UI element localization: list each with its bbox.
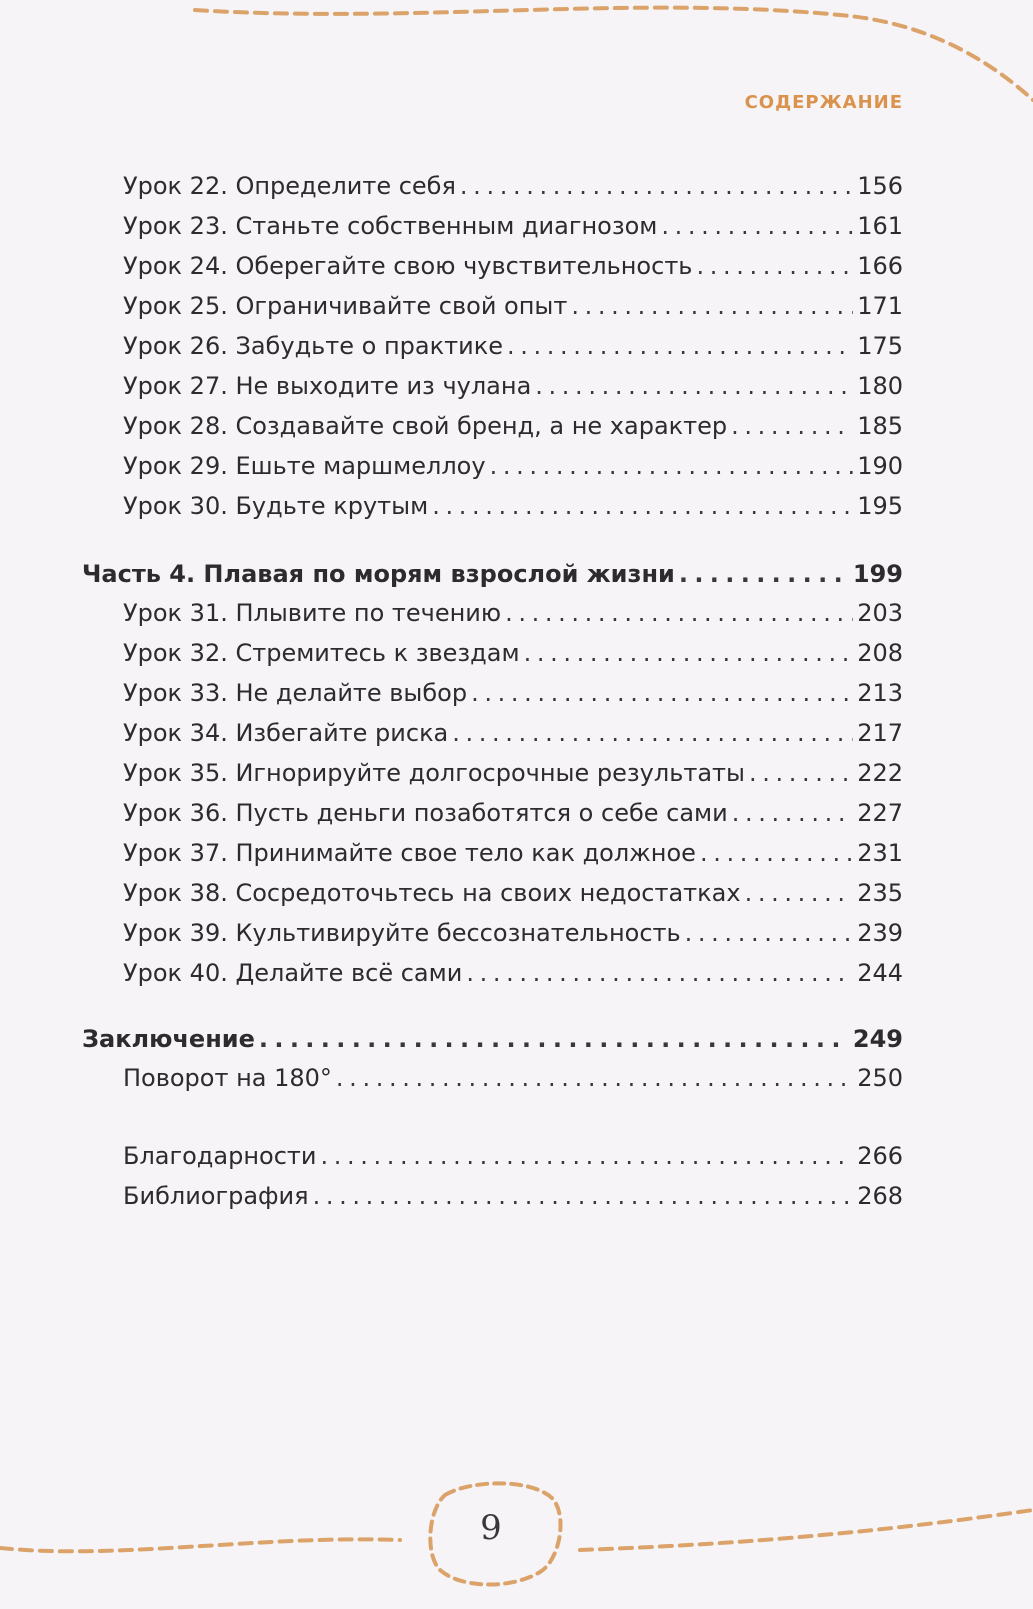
running-header: СОДЕРЖАНИЕ: [744, 92, 903, 113]
toc-entry-page: 249: [852, 1025, 903, 1053]
toc-entry: [123, 491, 903, 521]
toc-entry-title: Часть 4. Плавая по морям взрослой жизни: [82, 560, 675, 588]
dot-leader: [732, 798, 853, 828]
dot-leader: [471, 678, 853, 708]
toc-entry: [123, 211, 903, 241]
toc-entry: [123, 1181, 903, 1211]
toc-entry-title: Урок 31. Плывите по течению: [123, 599, 502, 627]
dot-leader: [745, 878, 854, 908]
dot-leader: [749, 758, 853, 788]
toc-entry-title: Урок 23. Станьте собственным диагнозом: [123, 212, 658, 240]
toc-entry-page: 235: [857, 879, 903, 907]
dot-leader: [321, 1141, 854, 1171]
toc-entry: [123, 1063, 903, 1093]
page-number: 9: [480, 1508, 502, 1548]
toc-entry-title: Заключение: [82, 1025, 255, 1053]
dot-leader: [452, 718, 853, 748]
toc-entry-page: 268: [857, 1182, 903, 1210]
toc-entry: [123, 291, 903, 321]
toc-entry-title: Урок 22. Определите себя: [123, 172, 456, 200]
toc-entry: [123, 918, 903, 948]
toc-entry-page: 199: [852, 560, 903, 588]
toc-part-heading: [82, 1024, 903, 1054]
toc-entry-title: Поворот на 180°: [123, 1064, 332, 1092]
toc-entry-page: 266: [857, 1142, 903, 1170]
toc-entry-title: Урок 28. Создавайте свой бренд, а не характер: [123, 412, 728, 440]
dot-leader: [259, 1024, 849, 1054]
toc-entry-title: Урок 35. Игнорируйте долгосрочные результаты: [123, 759, 745, 787]
toc-entry-title: Урок 29. Ешьте маршмеллоу: [123, 452, 486, 480]
toc-entry: [123, 371, 903, 401]
toc-entry-page: 250: [857, 1064, 903, 1092]
toc-entry-page: 222: [857, 759, 903, 787]
toc-entry-title: Урок 25. Ограничивайте свой опыт: [123, 292, 568, 320]
toc-entry-page: 239: [857, 919, 903, 947]
toc-entry-title: Урок 26. Забудьте о практике: [123, 332, 503, 360]
toc-entry: [123, 171, 903, 201]
dot-leader: [507, 331, 853, 361]
toc-entry-page: 161: [857, 212, 903, 240]
dot-leader: [466, 958, 853, 988]
toc-entry-title: Урок 38. Сосредоточьтесь на своих недостатках: [123, 879, 741, 907]
toc-entry-page: 175: [857, 332, 903, 360]
dot-leader: [661, 211, 853, 241]
toc-entry: [123, 638, 903, 668]
dot-leader: [336, 1063, 853, 1093]
toc-entry-page: 244: [857, 959, 903, 987]
toc-entry-page: 227: [857, 799, 903, 827]
toc-entry: [123, 878, 903, 908]
toc-entry-title: Урок 40. Делайте всё сами: [123, 959, 463, 987]
toc-entry-title: Урок 34. Избегайте риска: [123, 719, 449, 747]
toc-entry: [123, 718, 903, 748]
dot-leader: [490, 451, 854, 481]
toc-entry-title: Урок 30. Будьте крутым: [123, 492, 429, 520]
toc-entry-page: 190: [857, 452, 903, 480]
toc-entry-title: Урок 37. Принимайте свое тело как должное: [123, 839, 696, 867]
dot-leader: [685, 918, 854, 948]
toc-entry-title: Урок 36. Пусть деньги позаботятся о себе сами: [123, 799, 728, 827]
toc-entry-page: 203: [857, 599, 903, 627]
dot-leader: [535, 371, 853, 401]
toc-entry-page: 185: [857, 412, 903, 440]
dot-leader: [313, 1181, 854, 1211]
toc-entry-page: 217: [857, 719, 903, 747]
toc-entry-page: 208: [857, 639, 903, 667]
toc-entry-page: 156: [857, 172, 903, 200]
toc-entry-title: Урок 32. Стремитесь к звездам: [123, 639, 520, 667]
toc-entry-title: Урок 27. Не выходите из чулана: [123, 372, 532, 400]
dot-leader: [432, 491, 853, 521]
dot-leader: [505, 598, 853, 628]
toc-entry-page: 171: [857, 292, 903, 320]
toc-entry: [123, 331, 903, 361]
toc-entry: [123, 598, 903, 628]
toc-entry-page: 180: [857, 372, 903, 400]
toc-entry-title: Урок 39. Культивируйте бессознательность: [123, 919, 681, 947]
toc-entry: [123, 798, 903, 828]
dot-leader: [679, 559, 849, 589]
toc-entry-page: 213: [857, 679, 903, 707]
toc-entry: [123, 411, 903, 441]
toc-entry-title: Библиография: [123, 1182, 309, 1210]
toc-part-heading: [82, 559, 903, 589]
toc-entry: [123, 1141, 903, 1171]
toc-entry: [123, 678, 903, 708]
toc-entry: [123, 758, 903, 788]
dot-leader: [700, 838, 853, 868]
dot-leader: [524, 638, 854, 668]
dot-leader: [731, 411, 853, 441]
toc-entry-title: Благодарности: [123, 1142, 317, 1170]
toc-entry-title: Урок 33. Не делайте выбор: [123, 679, 468, 707]
toc-entry-title: Урок 24. Оберегайте свою чувствительность: [123, 252, 693, 280]
dot-leader: [460, 171, 853, 201]
dot-leader: [571, 291, 853, 321]
dot-leader: [696, 251, 853, 281]
toc-entry: [123, 958, 903, 988]
toc-entry: [123, 251, 903, 281]
toc-entry-page: 231: [857, 839, 903, 867]
toc-entry: [123, 838, 903, 868]
toc-entry: [123, 451, 903, 481]
toc-entry-page: 166: [857, 252, 903, 280]
toc-entry-page: 195: [857, 492, 903, 520]
